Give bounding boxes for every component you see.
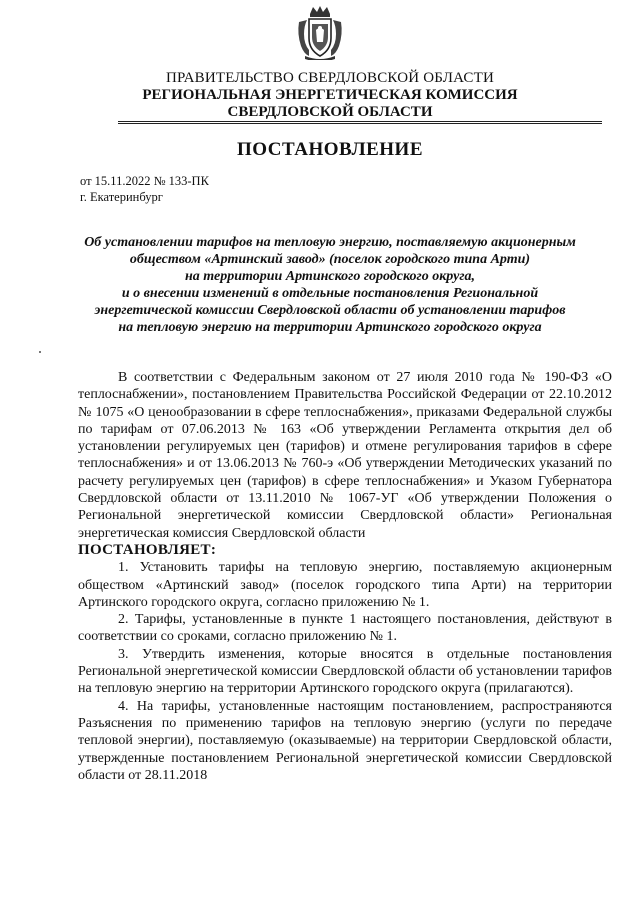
document-body <box>78 369 612 784</box>
title-line: и о внесении изменений в отдельные постановления Региональной <box>121 286 539 301</box>
document-city: г. Екатеринбург <box>80 190 163 204</box>
document-title <box>70 234 590 336</box>
header-divider <box>118 121 602 124</box>
org-name-line-2: РЕГИОНАЛЬНАЯ ЭНЕРГЕТИЧЕСКАЯ КОМИССИЯ <box>142 87 518 103</box>
decree-item-1: 1. Установить тарифы на тепловую энергию, поставляемую акционерным обществом «Артинский завод» (поселок городского типа Арти) на территории Артинского городского округа, согласно приложению № 1. <box>78 560 612 610</box>
title-line: обществом «Артинский завод» (поселок городского типа Арти) <box>129 252 531 267</box>
org-name-line-1: ПРАВИТЕЛЬСТВО СВЕРДЛОВСКОЙ ОБЛАСТИ <box>165 70 495 86</box>
decree-heading: ПОСТАНОВЛЯЕТ: <box>78 541 217 558</box>
title-line: на территории Артинского городского округа, <box>185 269 475 284</box>
document-date-number: от 15.11.2022 № 133-ПК <box>80 174 209 188</box>
title-line: на тепловую энергию на территории Артинского городского округа <box>118 320 542 335</box>
scan-speck <box>39 351 41 353</box>
preamble-paragraph: В соответствии с Федеральным законом от 27 июля 2010 года № 190-ФЗ «О теплоснабжении», постановлением Правительства Российской Федерации от 22.10.2012 № 1075 «О ценообразовании в сфере теплоснабжения», приказами Федеральной службы по тарифам от 07.06.2013 № 163 «Об утверждении Регламента открытия дел об установлении регулируемых цен (тарифов) и отмене регулирования тарифов в сфере теплоснабжения» и от 13.06.2013 № 760-э «Об утверждении Методических указаний по расчету регулируемых цен (тарифов) в сфере теплоснабжения» и Указом Губернатора Свердловской области от 13.11.2010 № 1067-УГ «Об утверждении Положения о Региональной энергетической комиссии Свердловской области» Региональная энергетическая комиссия Свердловской области <box>78 370 612 541</box>
org-name-line-3: СВЕРДЛОВСКОЙ ОБЛАСТИ <box>227 104 433 120</box>
decree-item-3: 3. Утвердить изменения, которые вносятся в отдельные постановления Региональной энергетической комиссии Свердловской области об установлении тарифов на тепловую энергию на территории Артинского городского округа (прилагаются). <box>78 646 612 697</box>
document-type: ПОСТАНОВЛЕНИЕ <box>236 139 424 160</box>
decree-item-4: 4. На тарифы, установленные настоящим постановлением, распространяются Разъяснения по применению тарифов на тепловую энергию (услуги по передаче тепловой энергии), поставляемую (оказываемые) на территории Свердловской области, утвержденные постановлением Региональной энергетической комиссии Свердловской области от 28.11.2018 <box>78 698 612 783</box>
title-line: энергетической комиссии Свердловской области об установлении тарифов <box>94 303 566 318</box>
coat-of-arms-emblem <box>295 4 345 60</box>
decree-item-2: 2. Тарифы, установленные в пункте 1 настоящего постановления, действуют в соответствии со сроками, согласно приложению № 1. <box>78 612 612 645</box>
title-line: Об установлении тарифов на тепловую энергию, поставляемую акционерным <box>84 235 576 250</box>
